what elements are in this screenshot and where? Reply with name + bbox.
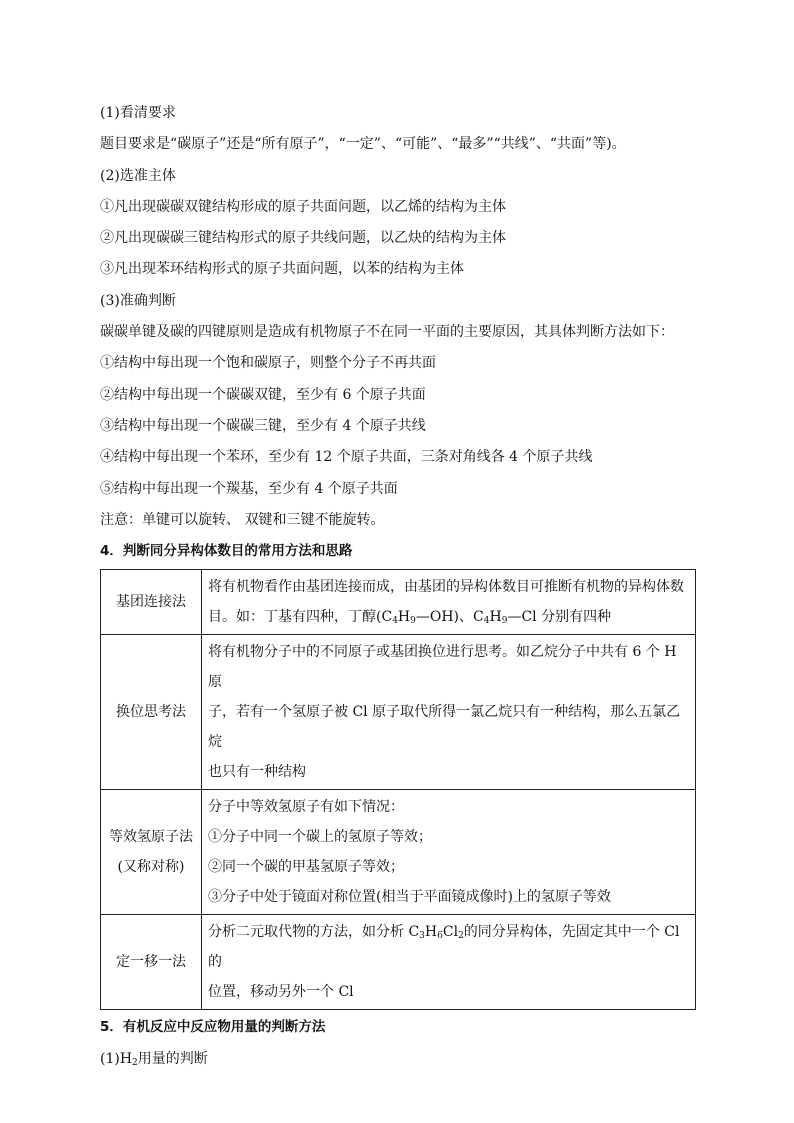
method-description: 将有机物分子中的不同原子或基团换位进行思考。如乙烷分子中共有 6 个 H 原 子，若有一个氢原子被 Cl 原子取代所得一氯乙烷只有一种结构，那么五氯乙烷 也只有一种结构: [202, 635, 696, 790]
paragraph: (2)选准主体: [100, 167, 176, 184]
paragraph: ③结构中每出现一个碳碳三键，至少有 4 个原子共线: [100, 417, 426, 434]
paragraph: ③凡出现苯环结构形式的原子共面问题，以苯的结构为主体: [100, 261, 464, 278]
paragraph: ①凡出现碳碳双键结构形成的原子共面问题，以乙烯的结构为主体: [100, 198, 506, 215]
paragraph: ①结构中每出现一个饱和碳原子，则整个分子不再共面: [100, 355, 436, 372]
paragraph: (1)看清要求: [100, 105, 176, 121]
note-paragraph: 注意：单键可以旋转、 双键和三键不能旋转。: [100, 511, 385, 528]
method-name: 换位思考法: [101, 635, 202, 790]
section-heading: 5．有机反应中反应物用量的判断方法: [100, 1019, 326, 1036]
method-description: 将有机物看作由基团连接而成，由基团的异构体数目可推断有机物的异构体数 目。如：丁基有四种，丁醇$(C_4H_9—OH)$、$C_4H_9—Cl$ 分别有四种: [202, 570, 696, 635]
paragraph: ⑤结构中每出现一个羰基，至少有 4 个原子共面: [100, 480, 398, 497]
table-row: [101, 790, 696, 915]
table-row: [101, 635, 696, 790]
method-description: 分析二元取代物的方法，如分析 $C_3H_6Cl_2$的同分异构体，先固定其中一个 Cl 的 位置，移动另外一个 Cl: [202, 915, 696, 1010]
method-name: 定一移一法: [101, 915, 202, 1010]
table-row: [101, 570, 696, 635]
paragraph: 碳碳单键及碳的四键原则是造成有机物原子不在同一平面的主要原因，其具体判断方法如下：: [100, 324, 674, 341]
table-row: [101, 915, 696, 1010]
method-name: 基团连接法: [101, 570, 202, 635]
paragraph: 题目要求是“碳原子”还是“所有原子”，“一定”、“可能”、“最多”“共线”、“共面”等)。: [100, 136, 626, 153]
paragraph: ④结构中每出现一个苯环，至少有 12 个原子共面，三条对角线各 4 个原子共线: [100, 449, 593, 466]
paragraph: (3)准确判断: [100, 292, 176, 309]
section-heading: 4．判断同分异构体数目的常用方法和思路: [100, 543, 353, 560]
isomer-methods-table: [100, 569, 696, 1010]
paragraph: ②结构中每出现一个碳碳双键，至少有 6 个原子共面: [100, 386, 426, 403]
paragraph: ②凡出现碳碳三键结构形式的原子共线问题，以乙炔的结构为主体: [100, 230, 506, 247]
method-description: 分子中等效氢原子有如下情况： ①分子中同一个碳上的氢原子等效； ②同一个碳的甲基氢原子等效； ③分子中处于镜面对称位置(相当于平面镜成像时)上的氢原子等效: [202, 790, 696, 915]
document-page: [100, 98, 696, 1075]
paragraph: $(1)H_2$用量的判断: [100, 1050, 208, 1068]
method-name: 等效氢原子法 (又称对称): [101, 790, 202, 915]
